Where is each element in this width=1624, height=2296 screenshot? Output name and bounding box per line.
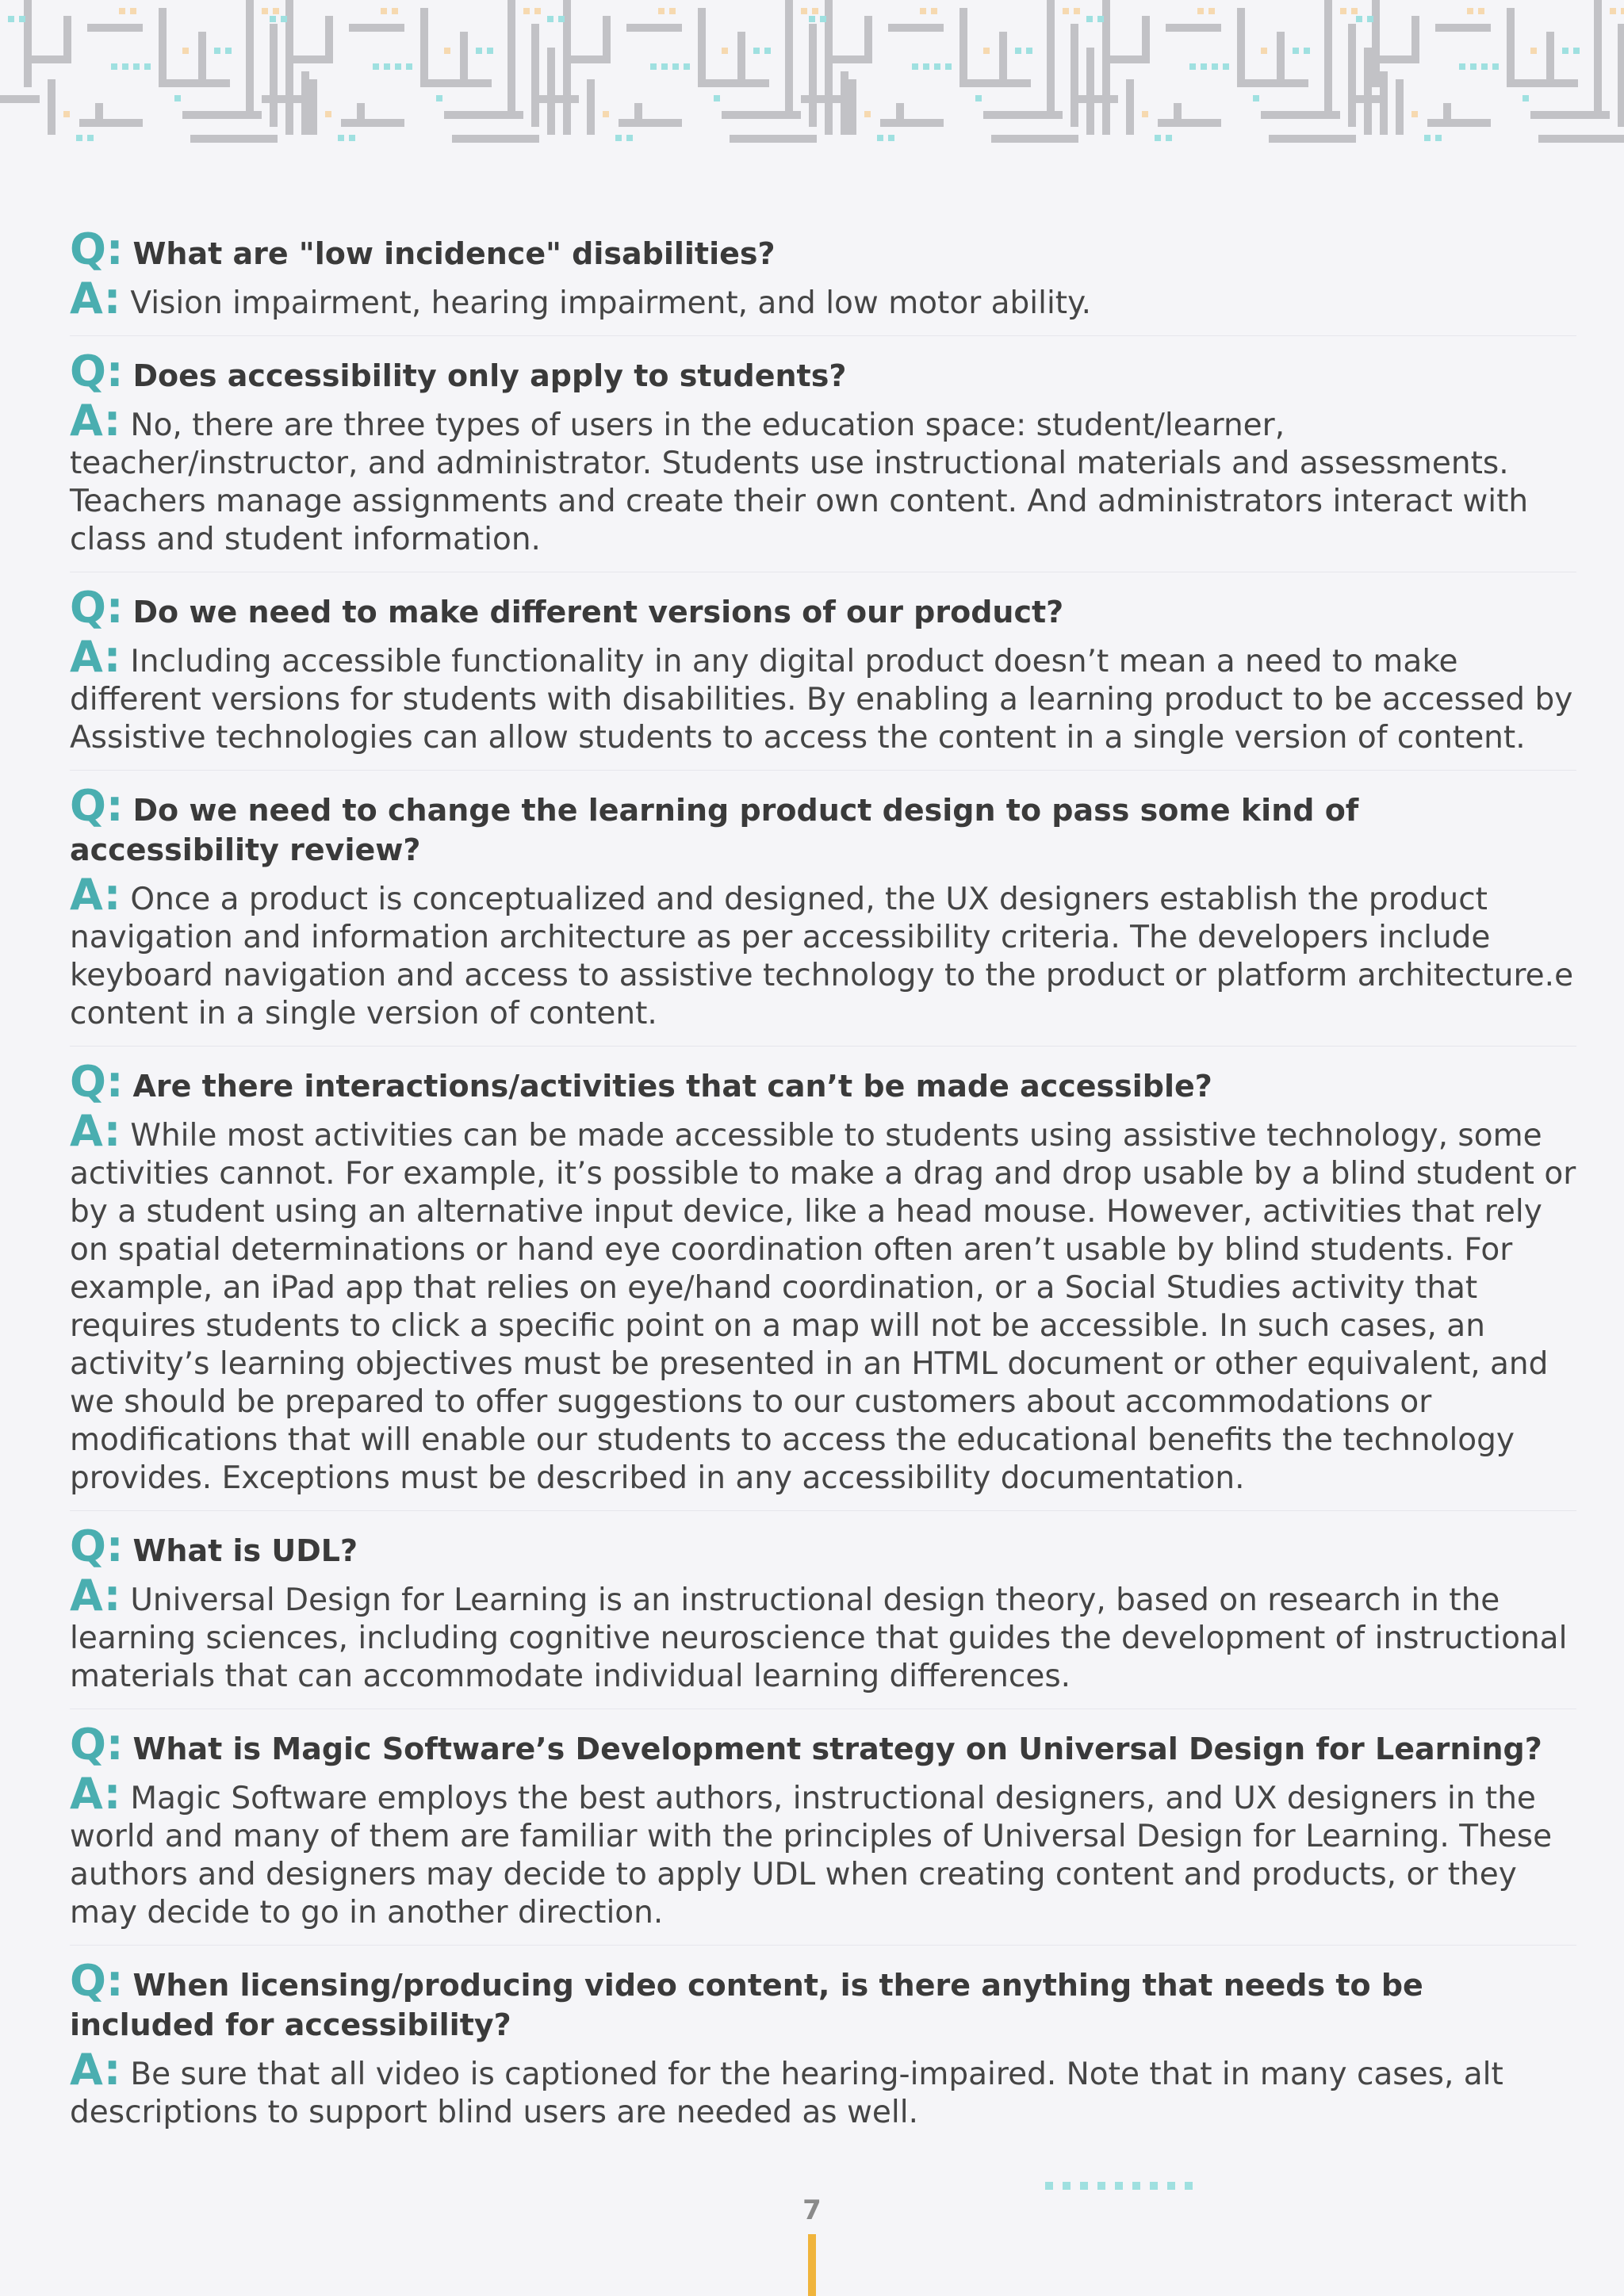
page-number-bar xyxy=(808,2234,816,2296)
question xyxy=(70,1720,1576,1770)
question-text: What are "low incidence" disabilities? xyxy=(132,236,776,271)
faq-item xyxy=(70,346,1576,572)
question xyxy=(70,1956,1576,2045)
answer-text: While most activities can be made accessible to students using assistive technology, some activities cannot. For example, it’s possible to make a drag and drop usable by a blind student or by a student using an alternative input device, like a head mouse. However, activities that rely on spatial determinations or hand eye coordination often aren’t usable by blind students. For example, an iPad app that relies on eye/hand coordination, or a Social Studies activity that requires students to click a specific point on a map will not be accessible. In such cases, an activity’s learning objectives must be presented in an HTML document or other equivalent, and we should be prepared to offer suggestions to our customers about accommodations or modifications that will enable our students to access the educational benefits the technology provides. Exceptions must be described in any accessibility documentation. xyxy=(70,1118,1576,1496)
a-label: A: xyxy=(70,632,121,682)
answer xyxy=(70,1571,1576,1696)
answer xyxy=(70,870,1576,1033)
question xyxy=(70,1057,1576,1107)
header-maze-pattern xyxy=(0,0,1624,151)
footer-dot-divider xyxy=(1045,2180,1196,2191)
answer xyxy=(70,274,1576,323)
answer-text: Once a product is conceptualized and designed, the UX designers establish the product navigation and information architecture as per accessibility criteria. The developers include keyboard navigation and access to assistive technology to the product or platform architecture.e content in a single version of content. xyxy=(70,882,1574,1031)
question-text: What is Magic Software’s Development strategy on Universal Design for Learning? xyxy=(132,1732,1542,1766)
a-label: A: xyxy=(70,870,121,920)
faq-item xyxy=(70,1057,1576,1511)
faq-item xyxy=(70,1720,1576,1946)
answer xyxy=(70,1769,1576,1932)
q-label: Q: xyxy=(70,1521,124,1571)
q-label: Q: xyxy=(70,1956,124,2006)
page-number: 7 xyxy=(802,2195,822,2226)
question xyxy=(70,1521,1576,1571)
faq-item xyxy=(70,1956,1576,2145)
question xyxy=(70,224,1576,274)
answer xyxy=(70,1106,1576,1498)
question-text: What is UDL? xyxy=(132,1533,358,1568)
q-label: Q: xyxy=(70,346,124,396)
a-label: A: xyxy=(70,396,121,446)
faq-item xyxy=(70,583,1576,771)
a-label: A: xyxy=(70,1769,121,1819)
q-label: Q: xyxy=(70,583,124,633)
faq-item xyxy=(70,1521,1576,1709)
q-label: Q: xyxy=(70,781,124,831)
a-label: A: xyxy=(70,1571,121,1621)
a-label: A: xyxy=(70,274,121,323)
question xyxy=(70,583,1576,633)
answer-text: No, there are three types of users in the education space: student/learner, teacher/instructor, and administrator. Students use instructional materials and assessments. Teachers manage assignments and create their own content. And administrators interact with class and student information. xyxy=(70,408,1529,557)
question-text: Does accessibility only apply to students? xyxy=(132,358,847,393)
answer xyxy=(70,632,1576,757)
answer-text: Be sure that all video is captioned for the hearing-impaired. Note that in many cases, alt descriptions to support blind users are needed as well. xyxy=(70,2057,1503,2130)
answer-text: Magic Software employs the best authors, instructional designers, and UX designers in the world and many of them are familiar with the principles of Universal Design for Learning. These authors and designers may decide to apply UDL when creating content and products, or they may decide to go in another direction. xyxy=(70,1781,1553,1931)
q-label: Q: xyxy=(70,224,124,274)
answer xyxy=(70,2045,1576,2132)
question xyxy=(70,346,1576,396)
question xyxy=(70,781,1576,870)
answer-text: Vision impairment, hearing impairment, and low motor ability. xyxy=(130,285,1091,321)
q-label: Q: xyxy=(70,1057,124,1107)
faq-item xyxy=(70,781,1576,1047)
faq-list xyxy=(70,224,1576,2160)
answer xyxy=(70,396,1576,559)
question-text: Do we need to make different versions of our product? xyxy=(132,595,1064,629)
question-text: Do we need to change the learning product design to pass some kind of accessibility review? xyxy=(70,793,1359,867)
faq-item xyxy=(70,224,1576,336)
question-text: Are there interactions/activities that can’t be made accessible? xyxy=(132,1069,1212,1104)
a-label: A: xyxy=(70,2045,121,2095)
q-label: Q: xyxy=(70,1720,124,1770)
question-text: When licensing/producing video content, is there anything that needs to be included for accessibility? xyxy=(70,1968,1423,2042)
answer-text: Universal Design for Learning is an instructional design theory, based on research in the learning sciences, including cognitive neuroscience that guides the development of instructional materials that can accommodate individual learning differences. xyxy=(70,1582,1568,1694)
answer-text: Including accessible functionality in any digital product doesn’t mean a need to make different versions for students with disabilities. By enabling a learning product to be accessed by Assistive technologies can allow students to access the content in a single version of content. xyxy=(70,644,1573,756)
a-label: A: xyxy=(70,1106,121,1156)
